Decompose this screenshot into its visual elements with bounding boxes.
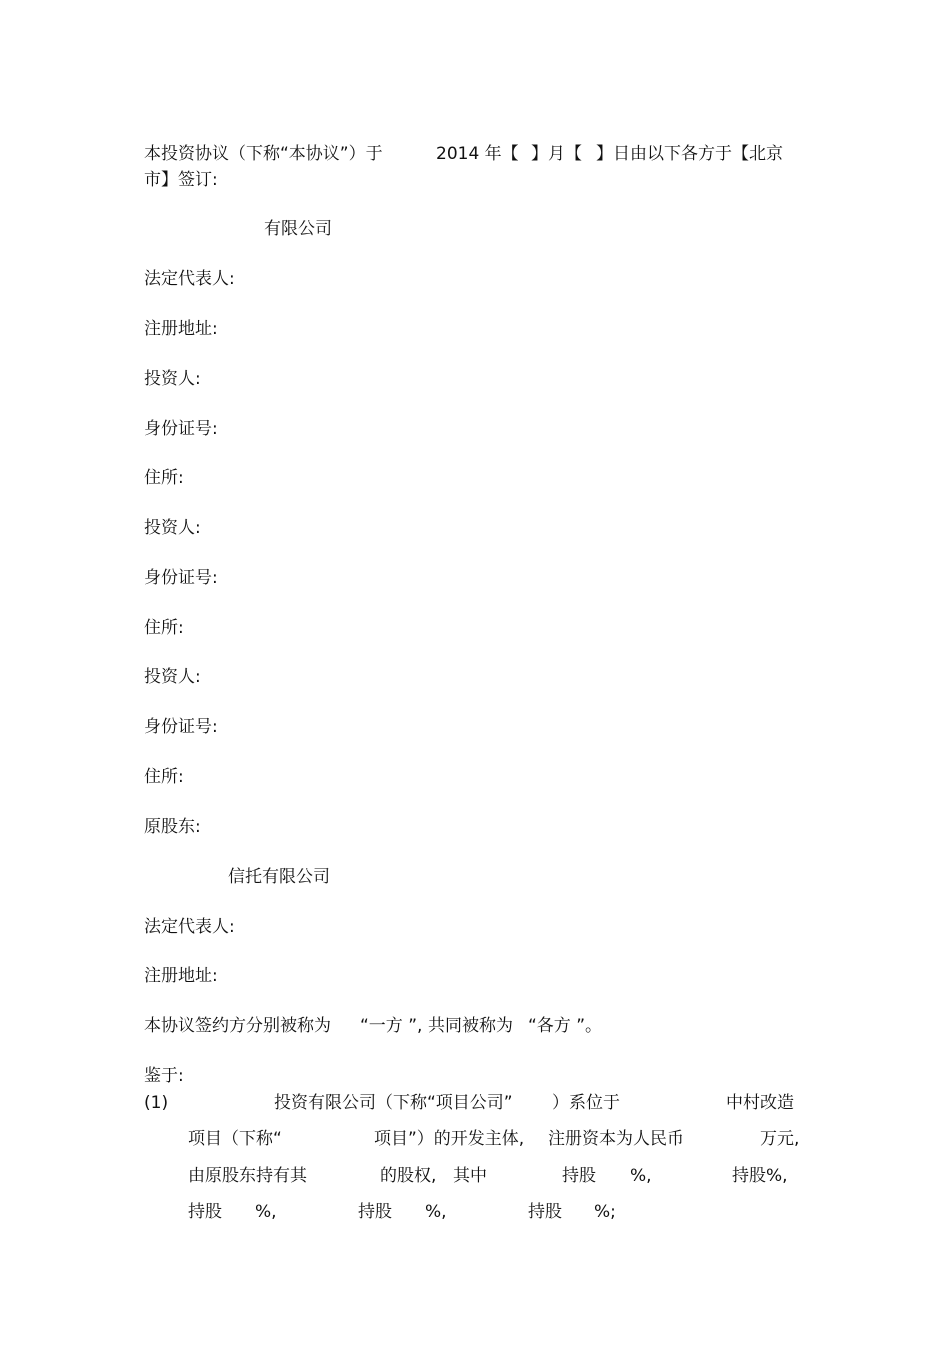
original-shareholder-address: 注册地址: (144, 966, 218, 986)
intro-day-place: 】日由以下各方于【北京 (596, 144, 783, 164)
investor-1-label: 投资人: (144, 369, 201, 389)
intro-line-1 (144, 144, 383, 164)
investor-1-id: 身份证号: (144, 419, 218, 439)
investor-1-residence: 住所: (144, 468, 184, 488)
company-address: 注册地址: (144, 319, 218, 339)
whereas-item-1-text: 持股 (188, 1202, 222, 1222)
whereas-item-1-text: %; (594, 1202, 616, 1222)
intro-month: 】月【 (531, 144, 582, 164)
investor-3-label: 投资人: (144, 667, 201, 687)
whereas-item-1-text: 万元, (760, 1129, 800, 1149)
parties-note-2: “一方 ”, (360, 1016, 423, 1036)
company-name: 有限公司 (264, 219, 332, 239)
original-shareholder-name: 信托有限公司 (228, 867, 330, 887)
whereas-item-1-text: 持股 (528, 1202, 562, 1222)
parties-note-4: “各方 ”。 (528, 1016, 603, 1036)
whereas-item-1-text: 由原股东持有其 (188, 1166, 307, 1186)
whereas-item-1-text: 中村改造 (726, 1093, 794, 1113)
company-legal-rep: 法定代表人: (144, 269, 235, 289)
investor-2-id: 身份证号: (144, 568, 218, 588)
original-shareholder-label: 原股东: (144, 817, 201, 837)
whereas-item-1-text: 项目（下称“ (188, 1129, 282, 1149)
whereas-item-1-text: ）系位于 (552, 1093, 620, 1113)
parties-note-3: 共同被称为 (428, 1016, 513, 1036)
whereas-item-1-text: 投资有限公司（下称“项目公司” (274, 1093, 513, 1113)
whereas-item-1-text: 的股权, (380, 1166, 437, 1186)
investor-3-id: 身份证号: (144, 717, 218, 737)
whereas-item-1-text: 持股 (562, 1166, 596, 1186)
whereas-item-1-text: 项目”）的开发主体, (374, 1129, 525, 1149)
intro-text-1: 本投资协议（下称“本协议”）于 (144, 144, 383, 164)
whereas-label: 鉴于: (144, 1066, 184, 1086)
whereas-item-1-text: 持股%, (732, 1166, 788, 1186)
investor-3-residence: 住所: (144, 767, 184, 787)
whereas-item-1-text: %, (425, 1202, 447, 1222)
investor-2-residence: 住所: (144, 618, 184, 638)
whereas-item-1-number: (1) (144, 1093, 169, 1113)
intro-year: 2014 年【 (436, 144, 519, 164)
whereas-item-1-text: 注册资本为人民币 (548, 1129, 684, 1149)
intro-line-2: 市】签订: (144, 170, 218, 190)
original-shareholder-legal-rep: 法定代表人: (144, 917, 235, 937)
whereas-item-1-text: %, (630, 1166, 652, 1186)
whereas-item-1-text: 持股 (358, 1202, 392, 1222)
whereas-item-1-text: %, (255, 1202, 277, 1222)
parties-note-1: 本协议签约方分别被称为 (144, 1016, 331, 1036)
whereas-item-1-text: 其中 (453, 1166, 487, 1186)
investor-2-label: 投资人: (144, 518, 201, 538)
